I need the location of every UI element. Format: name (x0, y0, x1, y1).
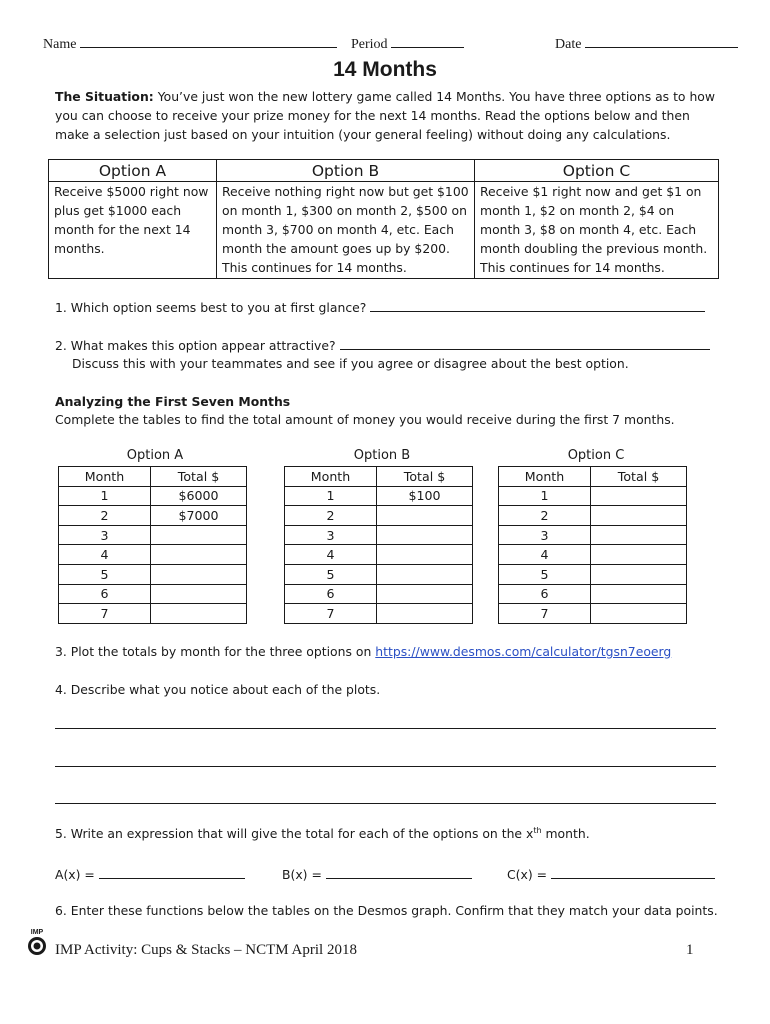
option-b-table (284, 466, 473, 624)
total-cell[interactable] (377, 545, 473, 565)
option-c-table-caption: Option C (567, 448, 625, 463)
question-2-discussion: Discuss this with your teammates and see if you agree or disagree about the best option. (72, 356, 629, 371)
total-cell[interactable] (591, 584, 687, 604)
option-c-table (498, 466, 687, 624)
table-header-total: Total $ (151, 467, 247, 487)
function-b-blank[interactable] (326, 866, 472, 879)
table-row: 4 (499, 545, 687, 565)
table-row: 6 (285, 584, 473, 604)
analyzing-instructions: Complete the tables to find the total amount of money you would receive during the first 7 months. (55, 412, 675, 427)
question-4-answer-line-1[interactable] (55, 728, 716, 729)
total-cell[interactable]: $6000 (151, 486, 247, 506)
situation-paragraph (55, 87, 725, 144)
date-blank[interactable] (585, 35, 738, 48)
question-5: 5. Write an expression that will give the total for each of the options on the $x^{th}$ month. (55, 826, 590, 842)
function-b-field[interactable]: B(x) = (282, 866, 472, 882)
option-a-table (58, 466, 247, 624)
table-row: 3 (499, 525, 687, 545)
table-row: 3 (59, 525, 247, 545)
table-header-month: Month (59, 467, 151, 487)
question-4: 4. Describe what you notice about each of the plots. (55, 682, 381, 697)
total-cell[interactable] (591, 564, 687, 584)
function-c-field[interactable]: C(x) = (507, 866, 715, 882)
name-field[interactable]: Name (43, 35, 337, 53)
total-cell[interactable]: $7000 (151, 506, 247, 526)
total-cell[interactable] (151, 584, 247, 604)
table-row: 4 (285, 545, 473, 565)
table-row: 1 $100 (285, 486, 473, 506)
option-b-description: Receive nothing right now but get $100 on month 1, $300 on month 2, $500 on month 3, $700 on month 4, etc. Each month the amount goes up by $200. This continues for 14 months. (217, 182, 475, 279)
question-2: 2. What makes this option appear attractive? (55, 337, 710, 353)
total-cell[interactable] (377, 564, 473, 584)
total-cell[interactable] (377, 584, 473, 604)
table-row: 7 (499, 604, 687, 624)
table-header-month: Month (499, 467, 591, 487)
analyzing-heading: Analyzing the First Seven Months (55, 394, 291, 409)
table-row: 5 (499, 564, 687, 584)
total-cell[interactable] (591, 525, 687, 545)
function-a-blank[interactable] (99, 866, 245, 879)
total-cell[interactable] (151, 525, 247, 545)
footer-text: IMP Activity: Cups & Stacks – NCTM April 2018 (55, 942, 357, 958)
table-row: 6 (59, 584, 247, 604)
table-row: 5 (59, 564, 247, 584)
total-cell[interactable] (591, 506, 687, 526)
table-header-total: Total $ (591, 467, 687, 487)
total-cell[interactable] (591, 604, 687, 624)
total-cell[interactable] (151, 545, 247, 565)
total-cell[interactable]: $100 (377, 486, 473, 506)
total-cell[interactable] (151, 564, 247, 584)
table-row: 7 (59, 604, 247, 624)
table-row: 1 (499, 486, 687, 506)
table-row: 1 $6000 (59, 486, 247, 506)
situation-label: The Situation: (55, 89, 154, 104)
total-cell[interactable] (591, 545, 687, 565)
question-6: 6. Enter these functions below the tables on the Desmos graph. Confirm that they match your data points. (55, 903, 718, 918)
question-1: 1. Which option seems best to you at first glance? (55, 299, 705, 315)
imp-logo (24, 927, 50, 957)
total-cell[interactable] (377, 604, 473, 624)
option-a-table-caption: Option A (126, 448, 184, 463)
table-row: 2 (285, 506, 473, 526)
question-4-answer-line-2[interactable] (55, 766, 716, 767)
total-cell[interactable] (151, 604, 247, 624)
date-field[interactable]: Date (555, 35, 738, 53)
total-cell[interactable] (377, 525, 473, 545)
table-row: 4 (59, 545, 247, 565)
option-c-header: Option C (475, 160, 719, 182)
question-1-answer-line[interactable] (370, 299, 705, 312)
period-blank[interactable] (391, 35, 464, 48)
table-row: 3 (285, 525, 473, 545)
function-c-blank[interactable] (551, 866, 715, 879)
desmos-link[interactable]: https://www.desmos.com/calculator/tgsn7eoerg (375, 644, 672, 659)
table-header-total: Total $ (377, 467, 473, 487)
table-header-month: Month (285, 467, 377, 487)
table-row: 2 $7000 (59, 506, 247, 526)
table-row: 6 (499, 584, 687, 604)
table-row: 5 (285, 564, 473, 584)
question-4-answer-line-3[interactable] (55, 803, 716, 804)
options-table (48, 159, 719, 279)
option-a-header: Option A (49, 160, 217, 182)
question-2-answer-line[interactable] (340, 337, 710, 350)
page-title: 14 Months (333, 58, 437, 81)
table-row: 7 (285, 604, 473, 624)
option-b-table-caption: Option B (353, 448, 411, 463)
question-3: 3. Plot the totals by month for the three options on https://www.desmos.com/calculator/tgsn7eoerg (55, 644, 672, 659)
option-b-header: Option B (217, 160, 475, 182)
page-number: 1 (686, 942, 694, 958)
total-cell[interactable] (591, 486, 687, 506)
period-field[interactable]: Period (351, 35, 464, 53)
option-c-description: Receive $1 right now and get $1 on month 1, $2 on month 2, $4 on month 3, $8 on month 4, etc. Each month doubling the previous month. This continues for 14 months. (475, 182, 719, 279)
name-blank[interactable] (80, 35, 337, 48)
table-row: 2 (499, 506, 687, 526)
function-a-field[interactable]: A(x) = (55, 866, 245, 882)
situation-text: You’ve just won the new lottery game called 14 Months. You have three options as to how you can choose to receive your prize money for the next 14 months. Read the options below and then make a selection just based on your intuition (your general feeling) without doing any calculations. (55, 89, 716, 142)
option-a-description: Receive $5000 right now plus get $1000 each month for the next 14 months. (49, 182, 217, 279)
svg-text:IMP: IMP (30, 929, 44, 936)
total-cell[interactable] (377, 506, 473, 526)
